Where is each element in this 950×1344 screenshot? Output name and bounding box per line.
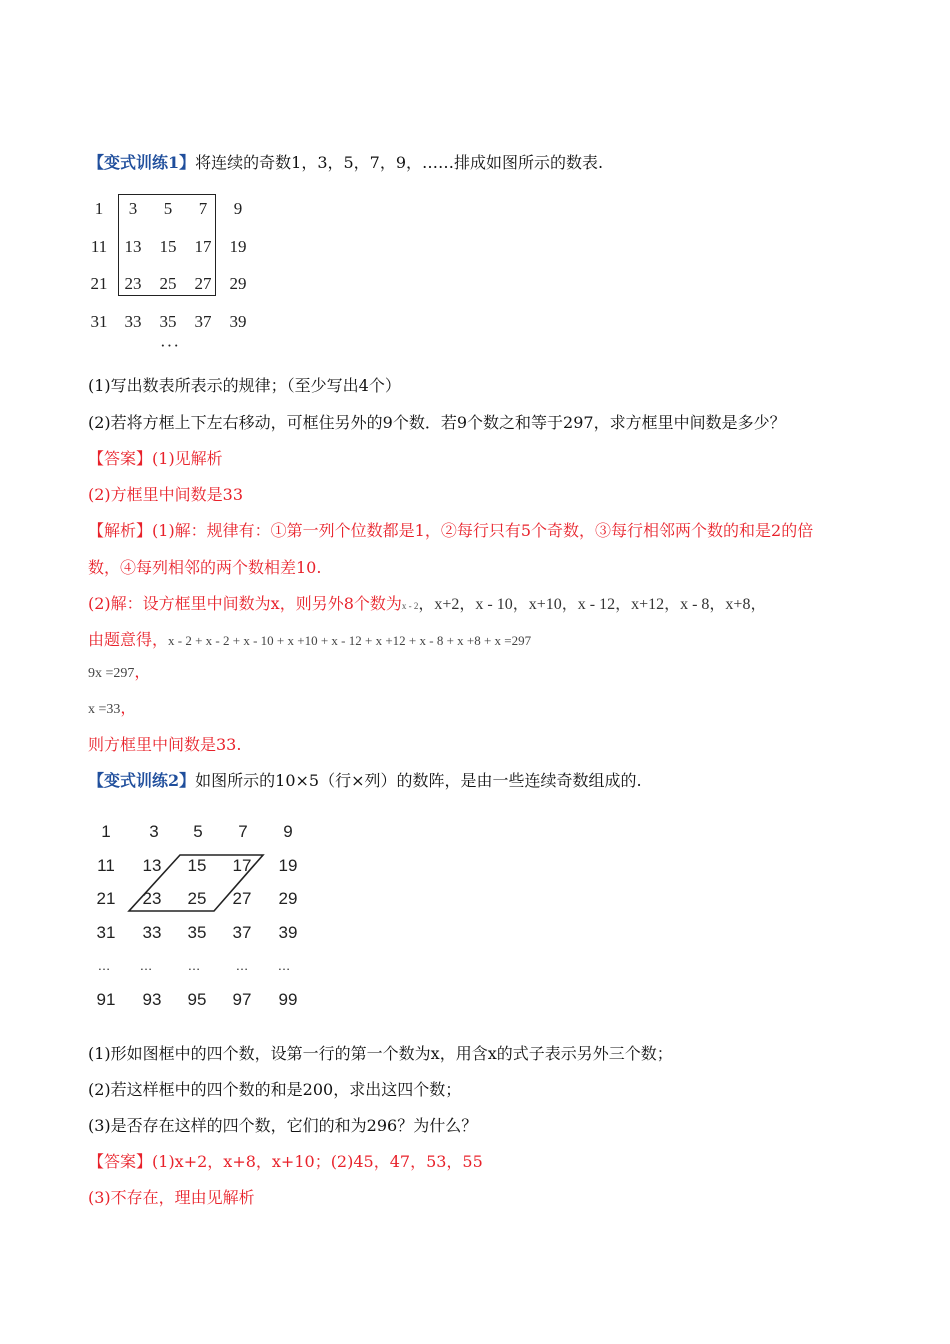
table-cell: 21: [90, 274, 108, 293]
ex1-step-2: [88, 697, 136, 721]
table-cell: …: [139, 958, 153, 973]
ex1-analysis-1b: 数，④每列相邻的两个数相差10.: [88, 558, 322, 577]
ex1-answer-1: [88, 448, 223, 470]
table-cell: 31: [96, 923, 116, 942]
table-cell: 37: [232, 923, 252, 942]
ex1-answer-2: (2)方框里中间数是33: [88, 485, 244, 504]
ex1-tag: 【变式训练1】: [88, 153, 196, 172]
comma: ，: [120, 698, 137, 717]
table-cell: 13: [142, 856, 162, 875]
equation: x - 2 + x - 2 + x - 10 + x +10 + x - 12 + x +12 + x - 8 + x +8 + x =297: [168, 633, 532, 648]
ex2-answer-2: (3)不存在，理由见解析: [88, 1188, 255, 1207]
table-cell: 31: [90, 312, 108, 331]
table-cell: 27: [194, 274, 212, 293]
analysis2-first-expr: x - 2: [401, 601, 419, 611]
table-cell: 11: [97, 856, 115, 875]
table-cell: 19: [278, 856, 298, 875]
answer-text: (1)x+2，x+8，x+10；(2)45，47，53，55: [152, 1152, 483, 1171]
table-cell: 7: [238, 822, 248, 841]
table-cell: 99: [278, 990, 298, 1009]
table-cell: 3: [128, 199, 138, 218]
answer-tag: 【答案】: [88, 449, 153, 468]
table-cell: 25: [159, 274, 177, 293]
table-cell: 5: [193, 822, 203, 841]
table-cell: 29: [229, 274, 247, 293]
ex1-analysis-1: [88, 520, 813, 542]
table-cell: 23: [142, 889, 162, 908]
ex1-intro: 将连续的奇数1，3，5，7，9，……排成如图所示的数表.: [195, 153, 604, 172]
table-cell: 17: [232, 856, 252, 875]
ellipsis: ···: [160, 336, 180, 355]
table-cell: 95: [187, 990, 207, 1009]
ex2-question-3: (3)是否存在这样的四个数，它们的和为296？为什么？: [88, 1116, 478, 1135]
ex2-question-1: (1)形如图框中的四个数，设第一行的第一个数为x，用含x的式子表示另外三个数；: [88, 1044, 673, 1063]
table-cell: 93: [142, 990, 162, 1009]
table-cell: 39: [229, 312, 247, 331]
table-cell: 39: [278, 923, 298, 942]
analysis-tag: 【解析】: [88, 521, 153, 540]
ex1-step-1: [88, 661, 150, 685]
table-cell: 1: [101, 822, 111, 841]
table-cell: 33: [142, 923, 162, 942]
table-cell: 13: [124, 237, 142, 256]
table-cell: …: [97, 958, 111, 973]
table-cell: …: [277, 958, 291, 973]
ex1-question-1: (1)写出数表所表示的规律；（至少写出4个）: [88, 376, 401, 395]
table-cell: 7: [198, 199, 208, 218]
ex1-equation-line: [88, 629, 531, 652]
table-cell: 35: [159, 312, 177, 331]
ex2-heading: [88, 770, 642, 792]
ex2-intro: 如图所示的10×5（行×列）的数阵，是由一些连续奇数组成的.: [195, 771, 642, 790]
by-text: 由题意得，: [88, 630, 169, 649]
ex1-conclusion: 则方框里中间数是33.: [88, 735, 242, 754]
ex1-question-2: (2)若将方框上下左右移动，可框住另外的9个数．若9个数之和等于297，求方框里中间数是多少？: [88, 413, 786, 432]
step1-expr: 9x =297: [88, 666, 135, 681]
table-cell: 15: [159, 237, 177, 256]
analysis-text: (1)解：规律有：①第一列个位数都是1，②每行只有5个奇数，③每行相邻两个数的和是2的倍: [152, 521, 814, 540]
table-cell: 25: [187, 889, 207, 908]
analysis2-text: (2)解：设方框里中间数为x，则另外8个数为: [88, 594, 402, 613]
ex2-answer-1: [88, 1151, 483, 1173]
table-cell: 35: [187, 923, 207, 942]
ex1-analysis-2: [88, 593, 766, 617]
table-cell: 9: [233, 199, 243, 218]
table-cell: …: [187, 958, 201, 973]
ex1-heading: [88, 152, 603, 174]
ex2-tag: 【变式训练2】: [88, 771, 196, 790]
table-cell: 11: [90, 237, 108, 256]
table-cell: 15: [187, 856, 207, 875]
analysis2-expressions: ，x+2，x - 10，x+10，x - 12，x+12，x - 8，x+8，: [418, 596, 767, 613]
ex2-question-2: (2)若这样框中的四个数的和是200，求出这四个数；: [88, 1080, 462, 1099]
table-cell: 1: [94, 199, 104, 218]
table-cell: 29: [278, 889, 298, 908]
table-cell: 21: [96, 889, 116, 908]
table-cell: 27: [232, 889, 252, 908]
table-cell: 91: [96, 990, 116, 1009]
step2-expr: x =33: [88, 702, 121, 717]
comma: ，: [134, 662, 151, 681]
table-cell: 19: [229, 237, 247, 256]
table-cell: 5: [163, 199, 173, 218]
answer-tag: 【答案】: [88, 1152, 153, 1171]
table-cell: 9: [283, 822, 293, 841]
table-cell: 17: [194, 237, 212, 256]
table-cell: 37: [194, 312, 212, 331]
table-cell: 3: [149, 822, 159, 841]
table-cell: 33: [124, 312, 142, 331]
answer-text: (1)见解析: [152, 449, 223, 468]
table-cell: 97: [232, 990, 252, 1009]
table-cell: 23: [124, 274, 142, 293]
table-cell: …: [235, 958, 249, 973]
